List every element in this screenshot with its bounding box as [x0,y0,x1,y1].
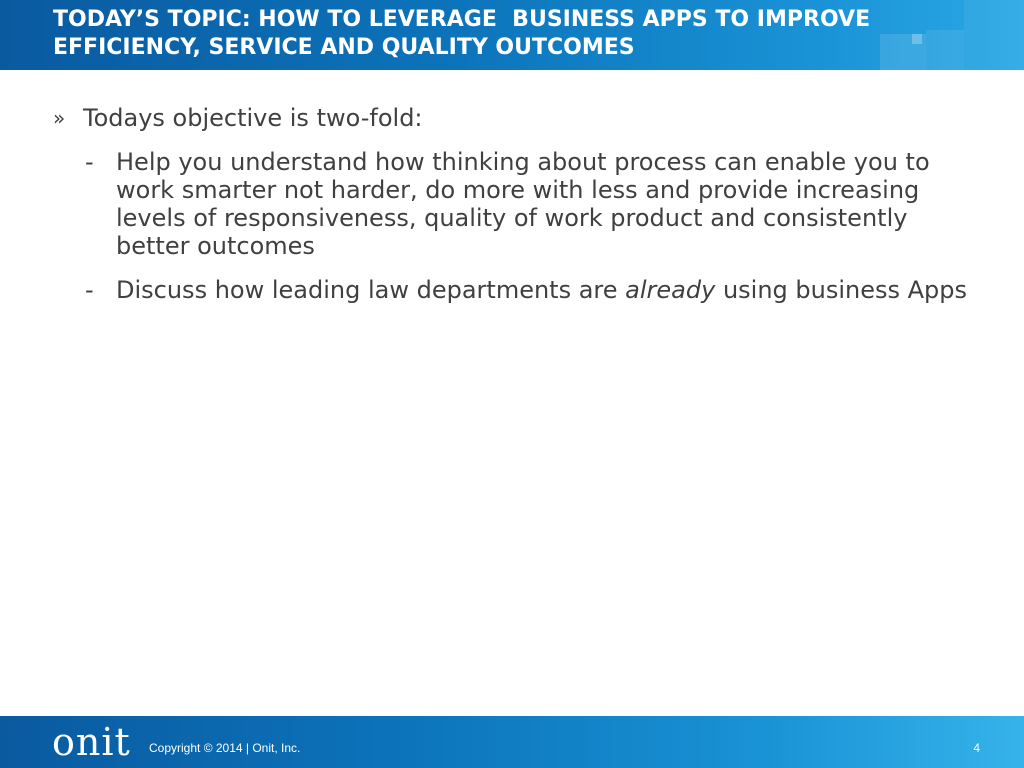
slide-title-line-2: EFFICIENCY, SERVICE AND QUALITY OUTCOMES [53,35,635,60]
sub-bullet-text-part: Discuss how leading law departments are [116,276,626,304]
sub-bullet-item [53,148,983,260]
sub-bullet-item [53,276,983,304]
sub-bullet-text-part: using business Apps [715,276,968,304]
onit-logo: onit [52,720,131,764]
bullet-marker: » [53,106,66,130]
bullet-item [53,104,983,132]
emphasis-text: already [625,276,716,304]
decorative-square [964,0,1024,70]
slide-title-line-1: TODAY’S TOPIC: HOW TO LEVERAGE BUSINESS APPS TO IMPROVE [53,7,871,32]
bullet-text: Todays objective is two-fold: [83,104,423,132]
title-bar [0,0,1024,70]
sub-bullet-text [116,276,967,304]
footer-bar [0,716,1024,768]
page-number: 4 [973,741,980,755]
sub-bullet-marker: - [85,276,94,304]
sub-bullet-marker: - [85,148,94,176]
sub-bullet-text: Help you understand how thinking about process can enable you to work smarter not harder, do more with less and provide increasing levels of responsiveness, quality of work product and consistently better outcomes [116,148,930,260]
copyright-text: Copyright © 2014 | Onit, Inc. [149,741,301,755]
slide-title [53,6,953,62]
slide-body [53,104,983,320]
